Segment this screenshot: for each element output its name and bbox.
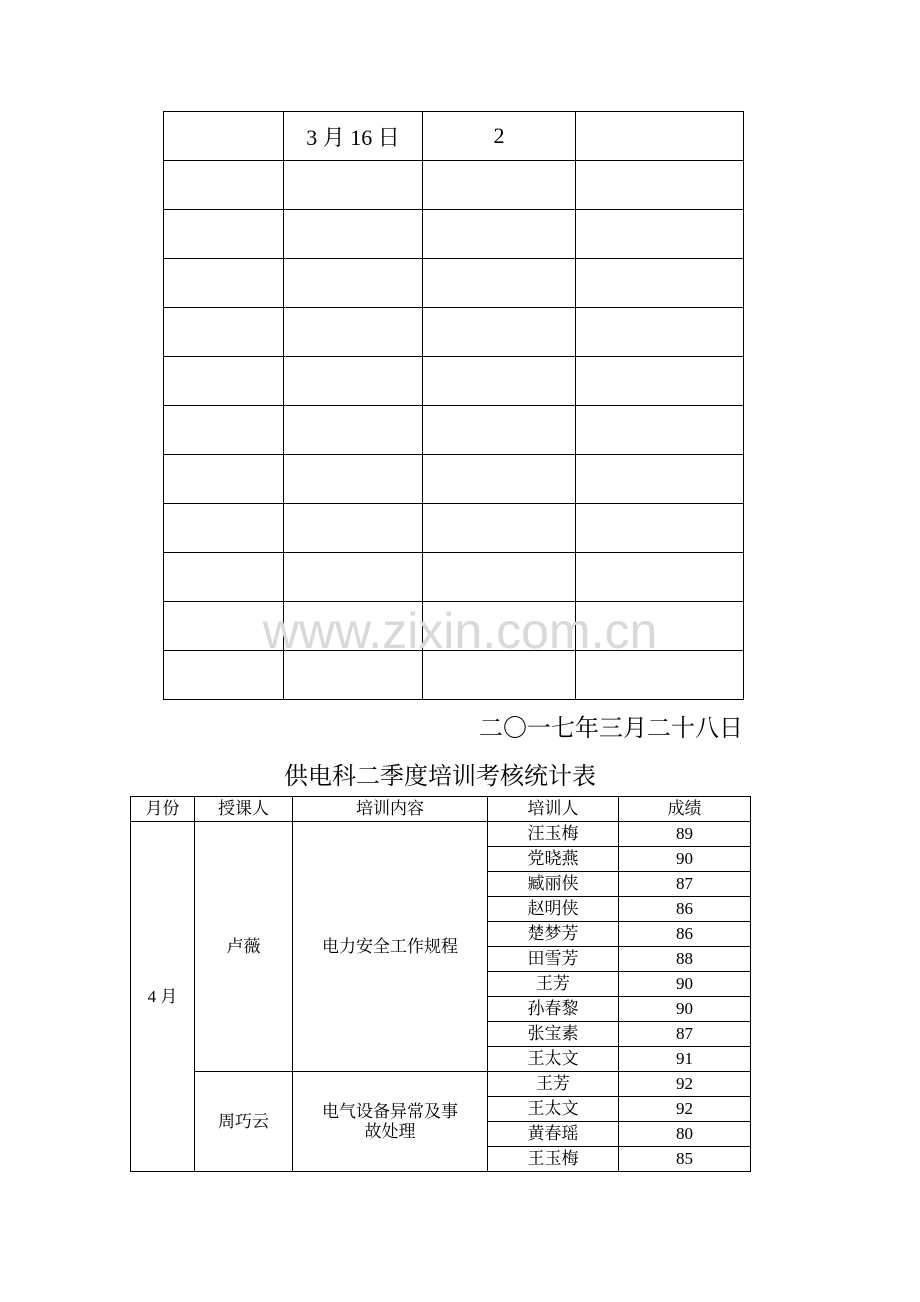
schedule-table: [163, 111, 744, 700]
schedule-cell: [164, 161, 284, 210]
schedule-row: [164, 112, 744, 161]
content-cell: 电力安全工作规程: [293, 822, 488, 1072]
score-cell: 92: [619, 1072, 751, 1097]
schedule-row: [164, 455, 744, 504]
trainee-name-cell: 王玉梅: [488, 1147, 619, 1172]
score-cell: 88: [619, 947, 751, 972]
schedule-cell: [284, 455, 423, 504]
trainee-name-cell: 楚梦芳: [488, 922, 619, 947]
stats-table-body: [131, 822, 751, 1172]
schedule-cell: [284, 406, 423, 455]
table-row: [131, 1072, 751, 1097]
schedule-row: [164, 308, 744, 357]
schedule-cell: [423, 455, 576, 504]
table-row: [131, 822, 751, 847]
watermark: www.zixin.com.cn: [262, 603, 658, 659]
schedule-cell: [576, 406, 744, 455]
schedule-row: [164, 504, 744, 553]
header-row: [131, 797, 751, 822]
trainee-name-cell: 王芳: [488, 1072, 619, 1097]
schedule-cell: [576, 651, 744, 700]
header-instructor: 授课人: [195, 797, 293, 822]
schedule-cell: [576, 308, 744, 357]
schedule-cell: [576, 161, 744, 210]
schedule-cell: [164, 308, 284, 357]
schedule-row: [164, 651, 744, 700]
instructor-cell: 卢薇: [195, 822, 293, 1072]
schedule-cell: [284, 602, 423, 651]
schedule-cell: [164, 210, 284, 259]
trainee-name-cell: 党晓燕: [488, 847, 619, 872]
header-month: 月份: [131, 797, 195, 822]
score-cell: 92: [619, 1097, 751, 1122]
schedule-cell: [284, 553, 423, 602]
schedule-cell: [423, 308, 576, 357]
schedule-cell: [576, 357, 744, 406]
schedule-cell: 3 月 16 日: [284, 112, 423, 161]
schedule-cell: [423, 357, 576, 406]
schedule-row: [164, 406, 744, 455]
schedule-row: [164, 210, 744, 259]
score-cell: 85: [619, 1147, 751, 1172]
trainee-name-cell: 王芳: [488, 972, 619, 997]
content-cell: 电气设备异常及事故处理: [293, 1072, 488, 1172]
schedule-cell: [576, 210, 744, 259]
schedule-cell: [164, 455, 284, 504]
trainee-name-cell: 汪玉梅: [488, 822, 619, 847]
schedule-cell: [423, 602, 576, 651]
schedule-cell: [284, 259, 423, 308]
score-cell: 87: [619, 872, 751, 897]
document-date: 二〇一七年三月二十八日: [479, 716, 743, 742]
schedule-cell: [164, 553, 284, 602]
schedule-cell: [576, 259, 744, 308]
schedule-row: [164, 161, 744, 210]
trainee-name-cell: 田雪芳: [488, 947, 619, 972]
schedule-cell: [576, 553, 744, 602]
schedule-cell: [423, 161, 576, 210]
score-cell: 91: [619, 1047, 751, 1072]
schedule-cell: [164, 651, 284, 700]
trainee-name-cell: 赵明侠: [488, 897, 619, 922]
trainee-name-cell: 王太文: [488, 1047, 619, 1072]
schedule-cell: [164, 504, 284, 553]
schedule-cell: [423, 651, 576, 700]
header-content: 培训内容: [293, 797, 488, 822]
trainee-name-cell: 孙春黎: [488, 997, 619, 1022]
schedule-cell: [423, 406, 576, 455]
schedule-cell: [423, 504, 576, 553]
trainee-name-cell: 臧丽侠: [488, 872, 619, 897]
schedule-cell: [576, 455, 744, 504]
schedule-row: [164, 602, 744, 651]
schedule-cell: [164, 406, 284, 455]
trainee-name-cell: 黄春瑶: [488, 1122, 619, 1147]
header-score: 成绩: [619, 797, 751, 822]
score-cell: 90: [619, 972, 751, 997]
schedule-cell: [423, 553, 576, 602]
table-title: 供电科二季度培训考核统计表: [284, 764, 596, 790]
schedule-cell: [164, 112, 284, 161]
schedule-row: [164, 357, 744, 406]
trainee-name-cell: 张宝素: [488, 1022, 619, 1047]
schedule-cell: [576, 504, 744, 553]
schedule-cell: [423, 210, 576, 259]
score-cell: 89: [619, 822, 751, 847]
header-trainee: 培训人: [488, 797, 619, 822]
schedule-cell: [423, 259, 576, 308]
schedule-cell: [284, 651, 423, 700]
score-cell: 86: [619, 922, 751, 947]
schedule-cell: [164, 357, 284, 406]
trainee-name-cell: 王太文: [488, 1097, 619, 1122]
schedule-row: [164, 259, 744, 308]
schedule-cell: [284, 308, 423, 357]
schedule-cell: [284, 210, 423, 259]
score-cell: 80: [619, 1122, 751, 1147]
schedule-cell: [284, 357, 423, 406]
schedule-cell: [576, 112, 744, 161]
schedule-cell: [164, 259, 284, 308]
schedule-cell: 2: [423, 112, 576, 161]
score-cell: 87: [619, 1022, 751, 1047]
score-cell: 90: [619, 847, 751, 872]
score-cell: 86: [619, 897, 751, 922]
instructor-cell: 周巧云: [195, 1072, 293, 1172]
schedule-row: [164, 553, 744, 602]
month-cell: 4 月: [131, 822, 195, 1172]
schedule-table-body: [164, 112, 744, 700]
training-stats-table: [130, 796, 751, 1172]
schedule-cell: [164, 602, 284, 651]
score-cell: 90: [619, 997, 751, 1022]
schedule-cell: [284, 504, 423, 553]
schedule-cell: [576, 602, 744, 651]
schedule-cell: [284, 161, 423, 210]
